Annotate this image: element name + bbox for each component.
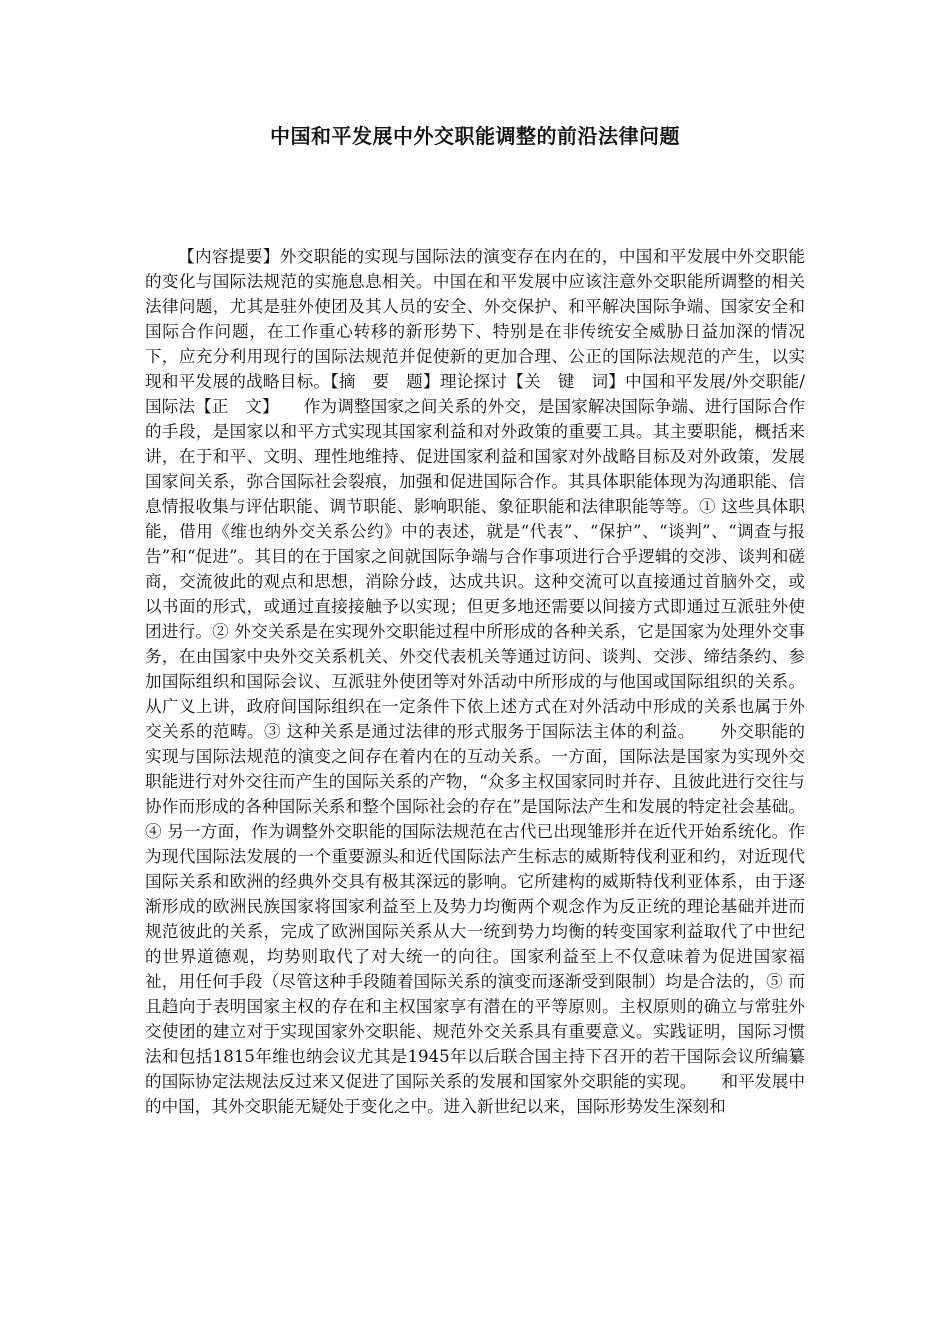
document-title: 中国和平发展中外交职能调整的前沿法律问题 [270, 124, 680, 148]
document-body-paragraph: 【内容提要】外交职能的实现与国际法的演变存在内在的，中国和平发展中外交职能的变化与国际法规范的实施息息相关。中国在和平发展中应该注意外交职能所调整的相关法律问题，尤其是驻外使团及其人员的安全、外交保护、和平解决国际争端、国家安全和国际合作问题，在工作重心转移的新形势下、特别是在非传统安全威胁日益加深的情况下，应充分利用现行的国际法规范并促使新的更加合理、公正的国际法规范的产生，以实现和平发展的战略目标。【摘 要 题】理论探讨【关 键 词】中国和平发展/外交职能/国际法【正 文】 作为调整国家之间关系的外交，是国家解决国际争端、进行国际合作的手段，是国家以和平方式实现其国家利益和对外政策的重要工具。其主要职能，概括来讲，在于和平、文明、理性地维持、促进国家利益和国家对外战略目标及对外政策，发展国家间关系，弥合国际社会裂痕，加强和促进国际合作。其具体职能体现为沟通职能、信息情报收集与评估职能、调节职能、影响职能、象征职能和法律职能等等。① 这些具体职能，借用《维也纳外交关系公约》中的表述，就是“代表”、“保护”、“谈判”、“调查与报告”和“促进”。其目的在于国家之间就国际争端与合作事项进行合乎逻辑的交涉、谈判和磋商，交流彼此的观点和思想，消除分歧，达成共识。这种交流可以直接通过首脑外交，或以书面的形式，或通过直接接触予以实现；但更多地还需要以间接方式即通过互派驻外使团进行。② 外交关系是在实现外交职能过程中所形成的各种关系，它是国家为处理外交事务，在由国家中央外交关系机关、外交代表机关等通过访问、谈判、交涉、缔结条约、参加国际组织和国际会议、互派驻外使团等对外活动中所形成的与他国或国际组织的关系。从广义上讲，政府间国际组织在一定条件下依上述方式在对外活动中形成的关系也属于外交关系的范畴。③ 这种关系是通过法律的形式服务于国际法主体的利益。 外交职能的实现与国际法规范的演变之间存在着内在的互动关系。一方面，国际法是国家为实现外交职能进行对外交往而产生的国际关系的产物，“众多主权国家同时并存、且彼此进行交往与协作而形成的各种国际关系和整个国际社会的存在”是国际法产生和发展的特定社会基础。④ 另一方面，作为调整外交职能的国际法规范在古代已出现雏形并在近代开始系统化。作为现代国际法发展的一个重要源头和近代国际法产生标志的威斯特伐利亚和约，对近现代国际关系和欧洲的经典外交具有极其深远的影响。它所建构的威斯特伐利亚体系，由于逐渐形成的欧洲民族国家将国家利益至上及势力均衡两个观念作为反正统的理论基础并进而规范彼此的关系，完成了欧洲国际关系从大一统到势力均衡的转变国家利益取代了中世纪的世界道德观，均势则取代了对大统一的向往。国家利益至上不仅意味着为促进国家福祉，用任何手段（尽管这种手段随着国际关系的演变而逐渐受到限制）均是合法的，⑤ 而且趋向于表明国家主权的存在和主权国家享有潜在的平等原则。主权原则的确立与常驻外交使团的建立对于实现国家外交职能、规范外交关系具有重要意义。实践证明，国际习惯法和包括1815年维也纳会议尤其是1945年以后联合国主持下召开的若干国际会议所编纂的国际协定法规法反过来又促进了国际关系的发展和国家外交职能的实现。 和平发展中的中国，其外交职能无疑处于变化之中。进入新世纪以来，国际形势发生深刻和 [145, 247, 805, 1116]
